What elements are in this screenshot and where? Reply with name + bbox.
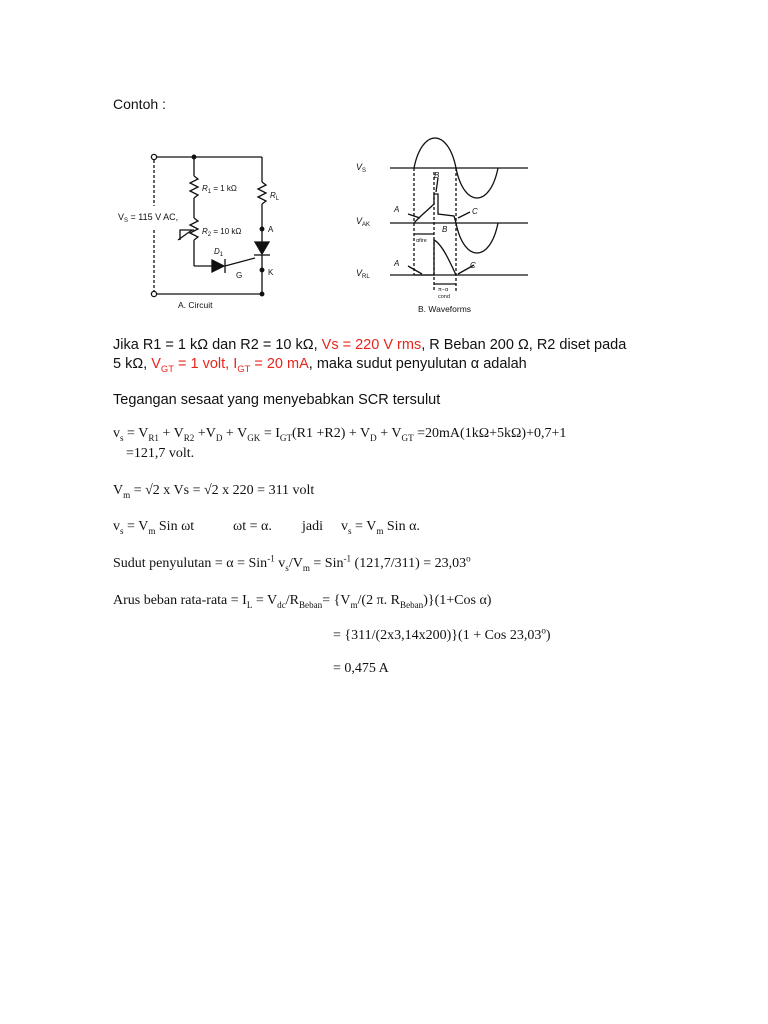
- equation-load-current-result: = 0,475 A: [333, 661, 389, 676]
- equation-vm: $V_m = √2$ x Vs = √2 x 220 = 311 volt: [113, 483, 315, 500]
- svg-text:R1 = 1 kΩ: $R_1 = 1$ kΩ: [202, 184, 237, 195]
- svg-text:VS = 115 V AC,: $V_S = 115$ V AC,: [118, 212, 179, 224]
- svg-text:A: A: [268, 225, 274, 234]
- equation-vs-result: =121,7 volt.: [126, 446, 195, 461]
- svg-text:VAK: $V_{AK}$: [356, 216, 371, 228]
- equation-load-current-substituted: = {311/(2x3,14x200)}(1 + Cos 23,03$^o$): [333, 625, 551, 643]
- equation-wt-alpha: ωt = α.: [233, 519, 272, 534]
- svg-text:B. Waveforms: B. Waveforms: [418, 304, 472, 312]
- vs-highlight: Vs = 220 V rms: [321, 337, 422, 353]
- svg-text:C: C: [472, 207, 478, 216]
- svg-text:π−α: π−α: [438, 287, 449, 293]
- svg-text:C: C: [470, 261, 476, 270]
- equation-firing-angle: Sudut penyulutan = α = Sin$^{-1}$ $v_s/V_m = Sin^{-1}$ $(121,7/311) = 23,03^o$: [113, 553, 471, 573]
- equation-vs: $v_s = V_{R1} + V_{R2} +V_D + V_{GK} = I_{GT}(R1 +R2) + V_D + V_{GT} =20mA(1k\Omega+5k\Omega)+0,7+1$: [113, 426, 567, 443]
- svg-text:VS: $V_S$: [356, 162, 367, 174]
- svg-text:G: G: [236, 271, 243, 280]
- svg-text:A. Circuit: A. Circuit: [178, 300, 213, 310]
- svg-text:R2 = 10 kΩ: $R_2 = 10$ kΩ: [202, 227, 242, 238]
- waveform-diagram: [350, 132, 540, 312]
- problem-statement-line-1: Jika R1 = 1 kΩ dan R2 = 10 kΩ, Vs = 220 V rms, R Beban 200 Ω, R2 diset pada: [113, 337, 627, 353]
- svg-text:K: K: [268, 268, 274, 277]
- instant-voltage-intro: Tegangan sesaat yang menyebabkan SCR tersulut: [113, 392, 441, 408]
- svg-text:cond: cond: [438, 294, 450, 300]
- svg-text:A: A: [394, 259, 400, 268]
- equation-vs-sin-alpha: $v_s = V_m$ Sin α.: [341, 519, 420, 536]
- svg-text:A: A: [394, 205, 400, 214]
- heading: Contoh :: [113, 96, 166, 112]
- svg-text:B: B: [442, 225, 448, 234]
- svg-text:RL: $R_L$: [270, 191, 280, 202]
- svg-text:VRL: $V_{RL}$: [356, 268, 370, 280]
- equation-load-current: Arus beban rata-rata = $I_L = V_{dc}/R_{Beban}= \{V_m/(2$ π. $R_{Beban})\}(1+Cos$ α): [113, 593, 492, 610]
- svg-text:B: B: [434, 171, 440, 180]
- gate-values-highlight: $V_{GT} = 1$ volt, $I_{GT} = 20$ mA: [151, 356, 309, 374]
- equation-vs-sin: $v_s = V_m$ Sin ωt: [113, 519, 195, 536]
- equation-jadi: jadi: [302, 519, 323, 534]
- problem-statement-line-2: 5 kΩ, $V_{GT} = 1$ volt, $I_{GT} = 20$ mA, maka sudut penyulutan α adalah: [113, 356, 527, 374]
- svg-text:αfire: αfire: [416, 238, 427, 244]
- circuit-diagram: [112, 146, 332, 326]
- svg-text:D1: $D_1$: [214, 247, 224, 258]
